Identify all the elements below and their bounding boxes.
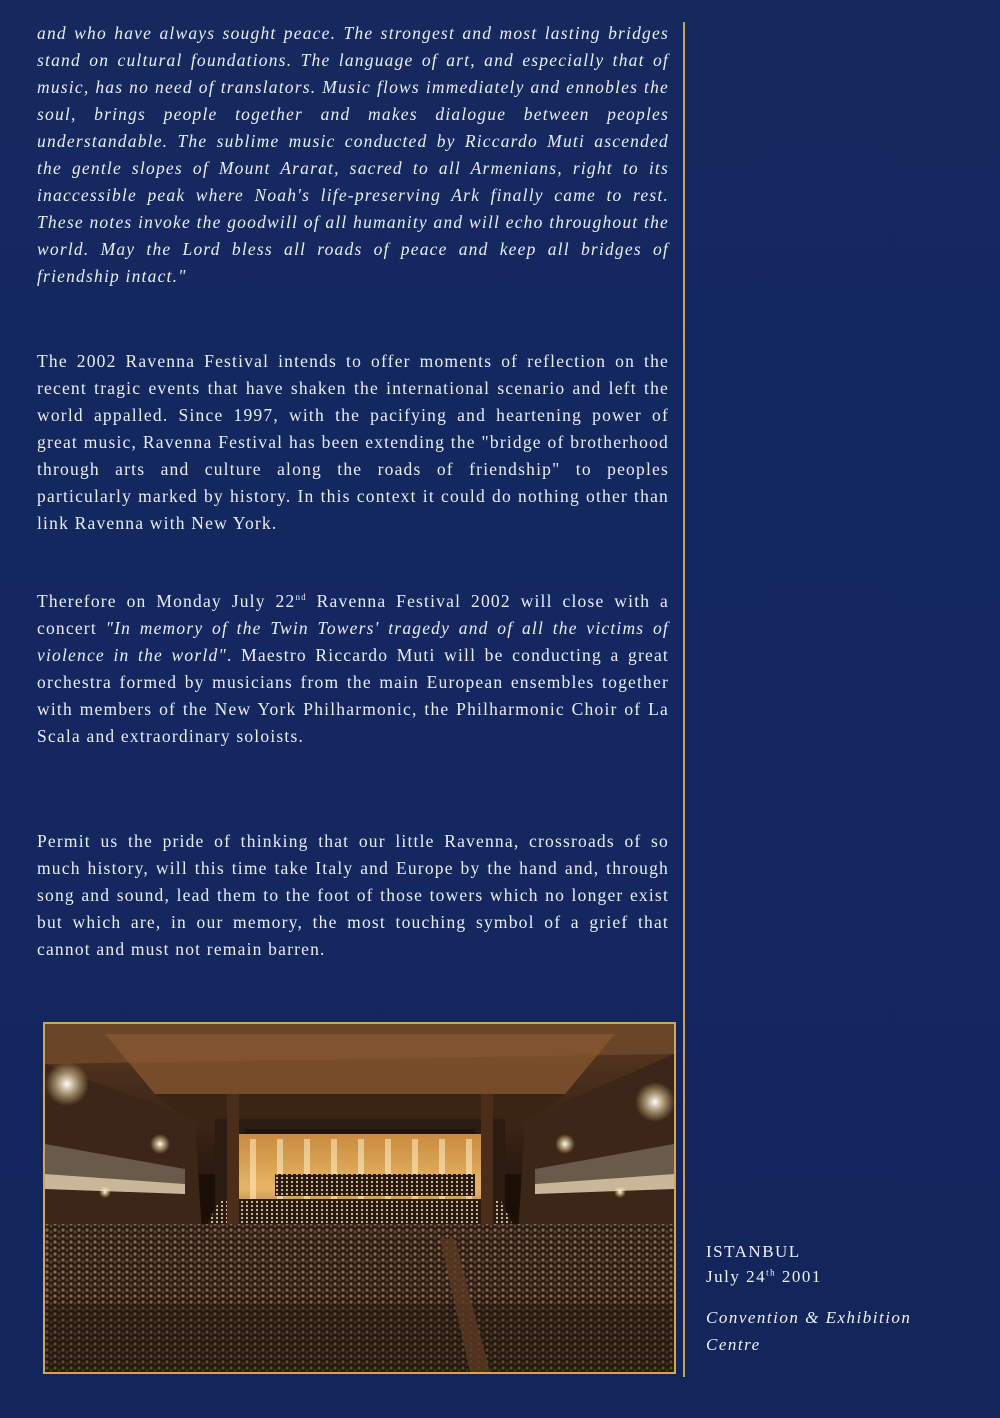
concert-hall-photo bbox=[43, 1022, 676, 1374]
quote-paragraph: and who have always sought peace. The strongest and most lasting bridges stand on cultural foundations. The language of art, and especially that of music, has no need of translators. Music flows immediately and ennobles the soul, brings people together and makes dialogue between peoples understandable. The sublime music conducted by Riccardo Muti ascended the gentle slopes of Mount Ararat, sacred to all Armenians, right to its inaccessible peak where Noah's life-preserving Ark finally came to rest. These notes invoke the goodwill of all humanity and will echo throughout the world. May the Lord bless all roads of peace and keep all bridges of friendship intact." bbox=[37, 23, 669, 286]
concert-date-lead: Therefore on Monday July 22 bbox=[37, 591, 296, 611]
concert-intro-text: Ravenna Festival 2002 will close with a concert bbox=[37, 591, 670, 638]
caption-date bbox=[706, 1264, 966, 1290]
caption-date-prefix: July 24 bbox=[706, 1267, 767, 1286]
concert-announcement-paragraph bbox=[37, 588, 669, 750]
festival-intro-paragraph: The 2002 Ravenna Festival intends to offer moments of reflection on the recent tragic events that have shaken the international scenario and left the world appalled. Since 1997, with the pacifying and heartening power of great music, Ravenna Festival has been extending the "bridge of brotherhood through arts and culture along the roads of friendship" to peoples particularly marked by history. In this context it could do nothing other than link Ravenna with New York. bbox=[37, 351, 669, 533]
concert-details-text: . Maestro Riccardo Muti will be conducting a great orchestra formed by musicians from the main European ensembles together with members of the New York Philharmonic, the Philharmonic Choir of La Scala and extraordinary soloists. bbox=[37, 645, 669, 746]
caption-date-ordinal: th bbox=[766, 1267, 777, 1278]
date-ordinal: nd bbox=[295, 592, 307, 603]
gold-vertical-rule bbox=[683, 22, 685, 1377]
caption-date-year: 2001 bbox=[776, 1267, 822, 1286]
photo-caption bbox=[706, 1240, 966, 1358]
caption-venue: Convention & Exhibition Centre bbox=[706, 1308, 912, 1354]
caption-city: ISTANBUL bbox=[706, 1242, 801, 1261]
concert-title: "In memory of the Twin Towers' tragedy and of all the victims of violence in the world" bbox=[37, 618, 669, 665]
closing-paragraph: Permit us the pride of thinking that our little Ravenna, crossroads of so much history, will this time take Italy and Europe by the hand and, through song and sound, lead them to the foot of those towers which no longer exist but which are, in our memory, the most touching symbol of a grief that cannot and must not remain barren. bbox=[37, 831, 669, 959]
